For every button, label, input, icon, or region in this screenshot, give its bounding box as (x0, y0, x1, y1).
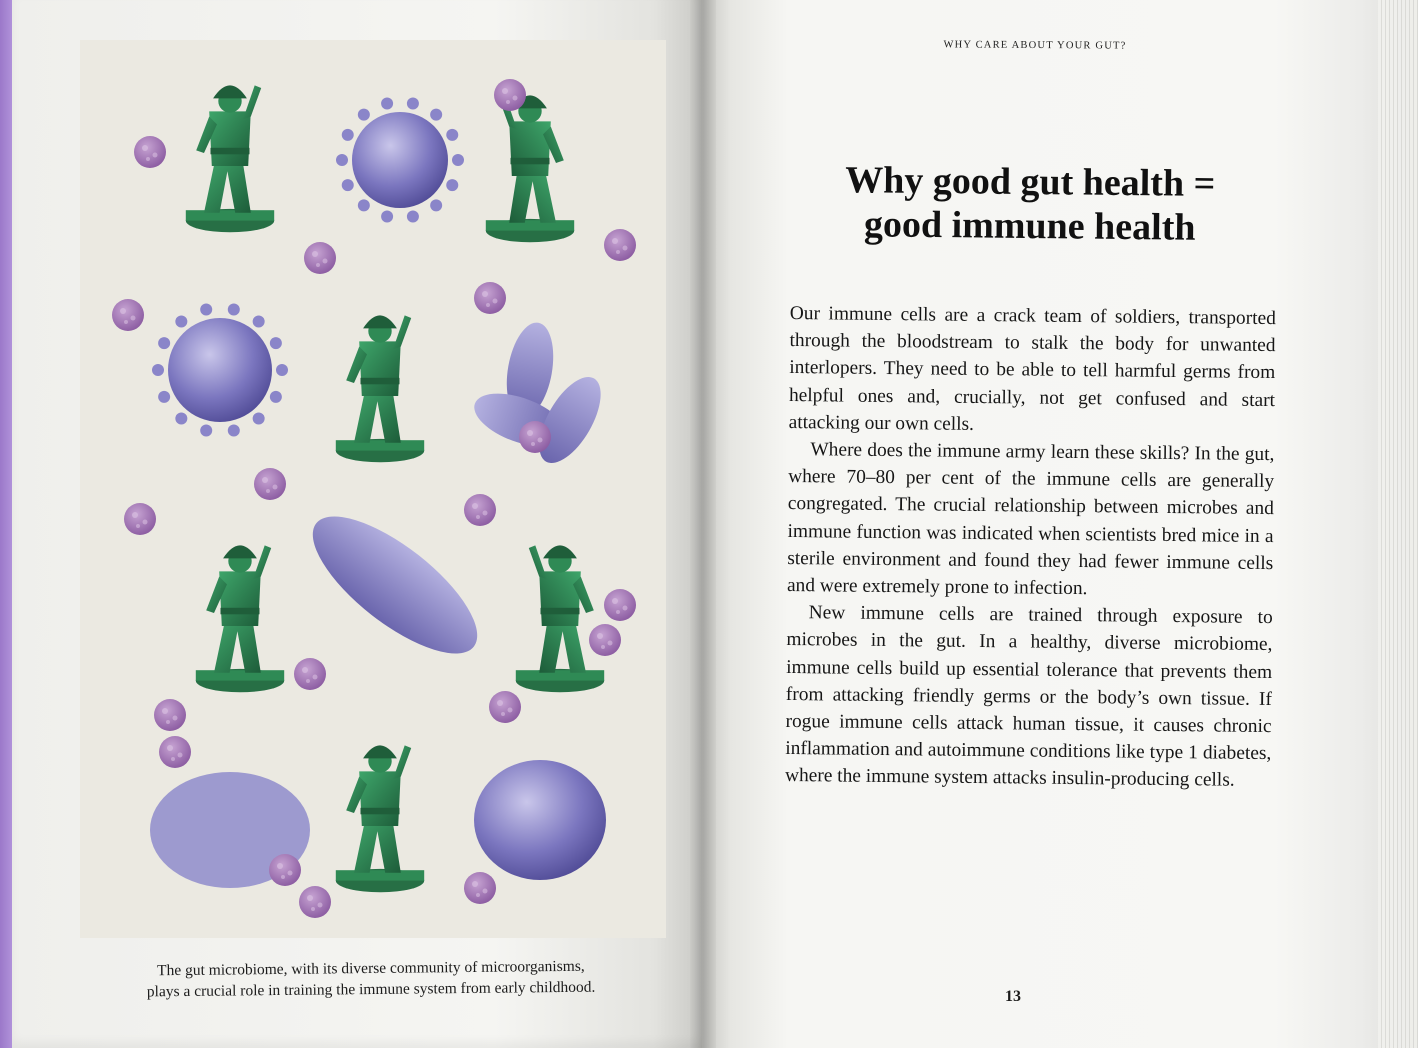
toy-soldier (516, 545, 604, 692)
body-text (785, 300, 1276, 795)
microbe (159, 736, 191, 768)
microbe (154, 699, 186, 731)
paragraph-3: New immune cells are trained through exposure to microbes in the gut. In a healthy, diverse microbiome, immune cells build up essential tolerance that prevents them from attacking friendly germs or the body’s own tissue. If rogue immune cells attack human tissue, it causes chronic inflammation and autoimmune conditions like type 1 diabetes, where the immune system attacks insulin-producing cells. (784, 602, 1273, 792)
toy-soldier (196, 545, 284, 692)
soldiers-and-microbes-illustration (80, 40, 666, 938)
toy-soldier (336, 315, 424, 462)
paragraph-1: Our immune cells are a crack team of soldiers, transported through the bloodstream to stalk the body for unwanted interlopers. They need to be able to tell harmful germs from helpful ones and, crucially, not get confused and start attacking our own cells. (788, 302, 1276, 435)
microbe (464, 494, 496, 526)
microbe (464, 872, 496, 904)
microbe (299, 886, 331, 918)
microbe (494, 79, 526, 111)
virus-particle (336, 97, 464, 222)
microbe (304, 242, 336, 274)
microbe (112, 299, 144, 331)
microbe (589, 624, 621, 656)
microbe (604, 229, 636, 261)
chapter-title (800, 158, 1261, 251)
virus-particle (152, 304, 288, 437)
microbe (124, 503, 156, 535)
figure-caption (110, 955, 632, 1002)
running-head: WHY CARE ABOUT YOUR GUT? (943, 39, 1127, 52)
microbe (134, 136, 166, 168)
toy-soldier (186, 85, 274, 232)
microbe (269, 854, 301, 886)
caption-line-1: The gut microbiome, with its diverse community of microorganisms, (157, 957, 585, 980)
microbe (489, 691, 521, 723)
paragraph-2: Where does the immune army learn these skills? In the gut, where 70–80 per cent of the immune cells are generally congregated. The crucial relationship between microbes and immune function was indicated when scientists bred mice in a sterile environment and found they had fewer immune cells and were extremely prone to infection. (786, 439, 1275, 600)
page-number: 13 (1005, 988, 1021, 1005)
microbe (604, 589, 636, 621)
microbe (519, 421, 551, 453)
title-line-2: good immune health (863, 203, 1196, 249)
toy-soldier (336, 745, 424, 892)
title-line-1: Why good gut health = (844, 159, 1216, 205)
page-stack-edge (1378, 0, 1418, 1048)
virus-cross-section (474, 760, 606, 880)
rod-bacterium (293, 493, 497, 676)
microbe (474, 282, 506, 314)
microbe (254, 468, 286, 500)
microbe (294, 658, 326, 690)
book-gutter (690, 0, 716, 1048)
toy-soldier (486, 95, 574, 242)
caption-line-2: plays a crucial role in training the immune system from early childhood. (146, 978, 596, 1001)
